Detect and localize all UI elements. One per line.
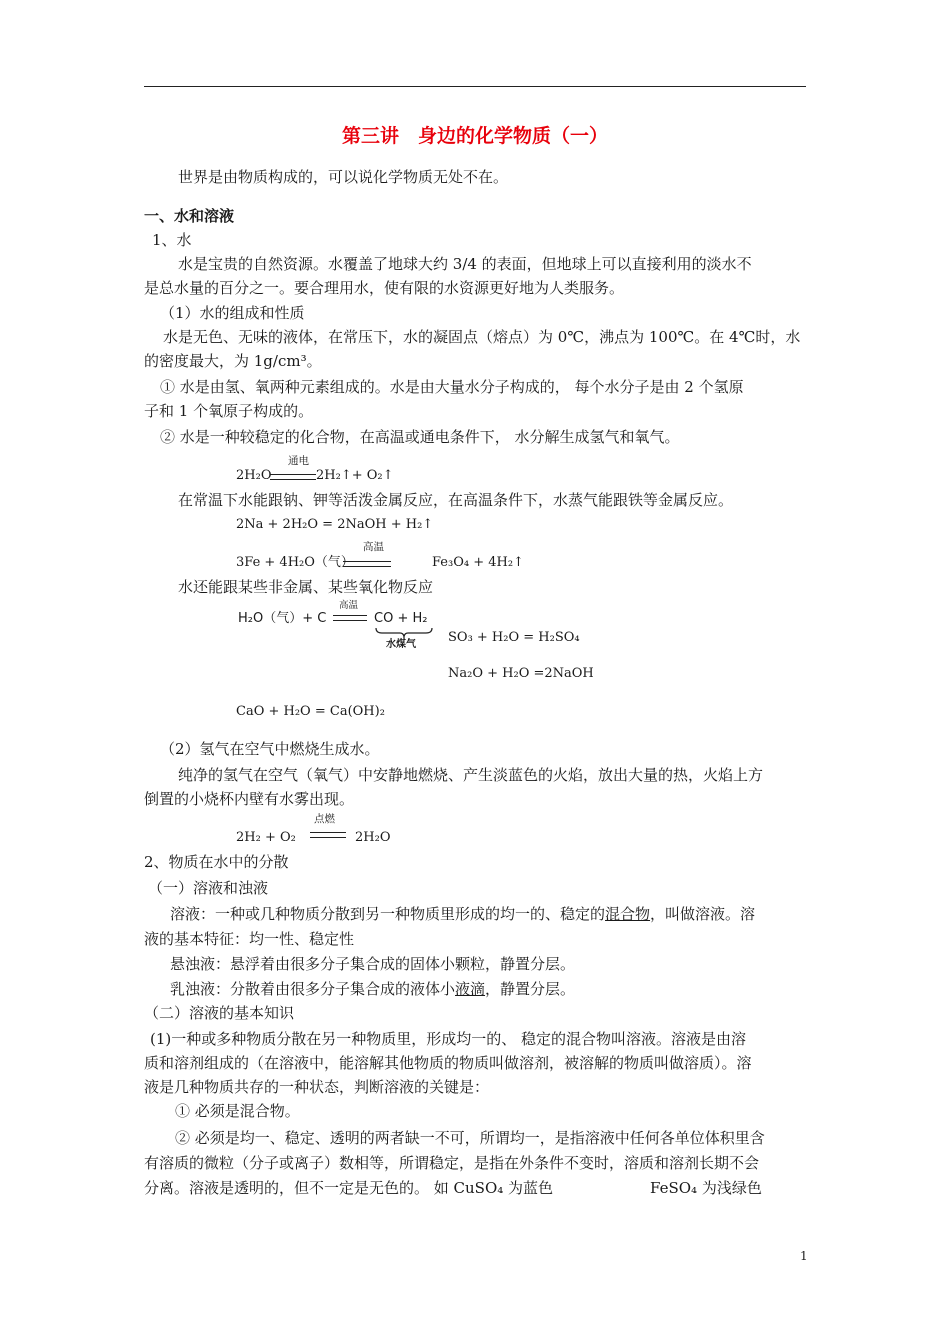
equation-double-bar bbox=[333, 615, 367, 621]
equation-hydrogen-left: 2H₂ + O₂ bbox=[236, 830, 296, 845]
equation-double-bar bbox=[310, 832, 346, 838]
condition-ignite: 点燃 bbox=[314, 813, 335, 825]
condition-high-temp: 高温 bbox=[339, 600, 359, 611]
paragraph-line: 悬浊液：悬浮着由很多分子集合成的固体小颗粒，静置分层。 bbox=[170, 955, 576, 973]
equation-iron-left: 3Fe + 4H₂O（气） bbox=[236, 555, 354, 570]
paragraph-line: 有溶质的微粒（分子或离子）数相等，所谓稳定，是指在外条件不变时，溶质和溶剂长期不会 bbox=[144, 1154, 760, 1172]
section-heading-water-solution: 一、水和溶液 bbox=[144, 207, 235, 225]
paragraph-line: 水是宝贵的自然资源。水覆盖了地球大约 3/4 的表面，但地球上可以直接利用的淡水不 bbox=[178, 255, 752, 273]
equation-electrolysis-right: 2H₂↑+ O₂↑ bbox=[316, 468, 394, 483]
key-point: ② 必须是均一、稳定、透明的两者缺一不可，所谓均一，是指溶液中任何各单位体积里含 bbox=[175, 1129, 765, 1147]
condition-electricity: 通电 bbox=[288, 455, 309, 467]
paragraph-line: 液是几种物质共存的一种状态，判断溶液的关键是： bbox=[144, 1078, 490, 1096]
subheading-composition: （1）水的组成和性质 bbox=[160, 304, 305, 322]
equation-na2o: Na₂O + H₂O =2NaOH bbox=[448, 666, 594, 681]
paragraph-line: 的密度最大，为 1g/cm³。 bbox=[144, 352, 322, 370]
paragraph-line: 溶液：一种或几种物质分散到另一种物质里形成的均一的、稳定的混合物，叫做溶液。溶 bbox=[170, 905, 756, 923]
intro-text: 世界是由物质构成的，可以说化学物质无处不在。 bbox=[178, 168, 509, 186]
paragraph-line: 在常温下水能跟钠、钾等活泼金属反应，在高温条件下，水蒸气能跟铁等金属反应。 bbox=[178, 491, 734, 509]
equation-so3: SO₃ + H₂O = H₂SO₄ bbox=[448, 630, 580, 645]
condition-high-temp: 高温 bbox=[363, 541, 384, 553]
subheading-solution-basics: （二）溶液的基本知识 bbox=[144, 1004, 295, 1022]
equation-water-gas-right: CO + H₂ bbox=[374, 611, 428, 626]
list-item-continuation: 子和 1 个氧原子构成的。 bbox=[144, 402, 314, 420]
equation-iron-right: Fe₃O₄ + 4H₂↑ bbox=[432, 555, 524, 570]
equation-electrolysis-left: 2H₂O bbox=[236, 468, 272, 483]
paragraph-line: 质和溶剂组成的（在溶液中，能溶解其他物质的物质叫做溶剂，被溶解的物质叫做溶质）。溶 bbox=[144, 1054, 752, 1072]
equation-water-gas-left: H₂O（气）+ C bbox=[238, 611, 327, 626]
equation-double-bar bbox=[270, 474, 316, 480]
paragraph-line: 是总水量的百分之一。要合理用水，使有限的水资源更好地为人类服务。 bbox=[144, 279, 625, 297]
subheading-water: 1、水 bbox=[152, 231, 192, 249]
equation-hydrogen-right: 2H₂O bbox=[355, 830, 391, 845]
list-item: ① 水是由氢、氧两种元素组成的。水是由大量水分子构成的， 每个水分子是由 2 个氢原 bbox=[160, 378, 744, 396]
paragraph-line: 分离。溶液是透明的，但不一定是无色的。 如 CuSO₄ 为蓝色 bbox=[144, 1179, 554, 1197]
paragraph-line: 水是无色、无味的液体，在常压下，水的凝固点（熔点）为 0℃，沸点为 100℃。在 4℃时，水 bbox=[163, 328, 801, 346]
brace-icon bbox=[374, 626, 434, 640]
paragraph-line: (1)一种或多种物质分散在另一种物质里，形成均一的、 稳定的混合物叫溶液。溶液是由溶 bbox=[150, 1030, 747, 1048]
equation-sodium: 2Na + 2H₂O = 2NaOH + H₂↑ bbox=[236, 517, 434, 532]
subheading-dispersion: 2、物质在水中的分散 bbox=[144, 853, 289, 871]
paragraph-line: 水还能跟某些非金属、某些氧化物反应 bbox=[178, 578, 434, 596]
key-point: ① 必须是混合物。 bbox=[175, 1102, 300, 1120]
paragraph-line: 倒置的小烧杯内壁有水雾出现。 bbox=[144, 790, 355, 808]
header-rule bbox=[144, 86, 806, 87]
page-number: 1 bbox=[800, 1249, 808, 1263]
paragraph-line: FeSO₄ 为浅绿色 bbox=[650, 1179, 762, 1197]
paragraph-line: 液的基本特征：均一性、稳定性 bbox=[144, 930, 355, 948]
water-gas-label: 水煤气 bbox=[386, 639, 416, 650]
paragraph-line: 纯净的氢气在空气（氧气）中安静地燃烧、产生淡蓝色的火焰，放出大量的热，火焰上方 bbox=[178, 766, 764, 784]
subheading-solutions-suspensions: （一）溶液和浊液 bbox=[148, 879, 269, 897]
equation-cao: CaO + H₂O = Ca(OH)₂ bbox=[236, 704, 385, 719]
page-title: 第三讲 身边的化学物质（一） bbox=[341, 125, 608, 147]
equation-double-bar bbox=[343, 561, 391, 567]
subheading-hydrogen-burning: （2）氢气在空气中燃烧生成水。 bbox=[160, 740, 380, 758]
list-item: ② 水是一种较稳定的化合物，在高温或通电条件下， 水分解生成氢气和氧气。 bbox=[160, 428, 680, 446]
paragraph-line: 乳浊液：分散着由很多分子集合成的液体小液滴，静置分层。 bbox=[170, 980, 576, 998]
